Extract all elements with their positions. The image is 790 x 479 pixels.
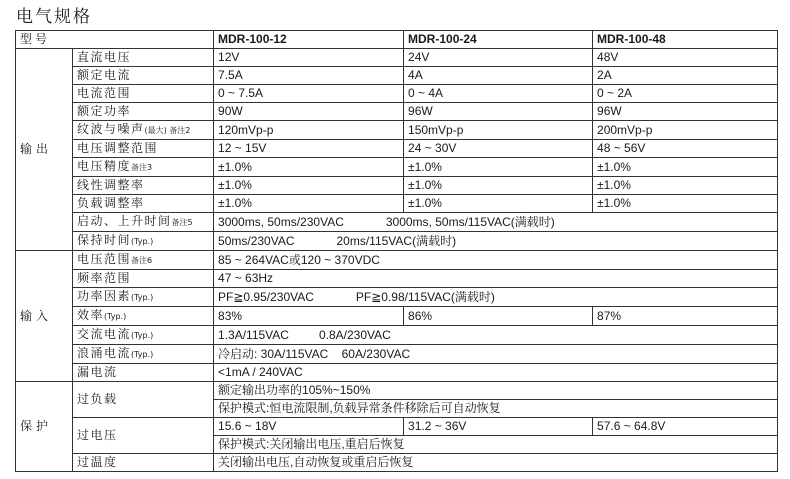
row-label: 浪涌电流(Typ.) bbox=[73, 345, 214, 364]
row-label: 线性调整率 bbox=[73, 177, 214, 195]
row-label: 电压调整范围 bbox=[73, 140, 214, 158]
row-label: 负载调整率 bbox=[73, 195, 214, 213]
header-row bbox=[16, 31, 778, 49]
cell-value: 150mVp-p bbox=[404, 121, 593, 140]
table-row bbox=[16, 418, 778, 436]
row-label: 启动、上升时间备注5 bbox=[73, 213, 214, 232]
model-label: 型号 bbox=[16, 31, 214, 49]
cell-value: 12V bbox=[214, 49, 404, 67]
row-note: (Typ.) bbox=[131, 331, 154, 340]
cell-value-span: 保护模式:关闭输出电压,重启后恢复 bbox=[214, 436, 778, 454]
table-row bbox=[16, 67, 778, 85]
row-label: 电流范围 bbox=[73, 85, 214, 103]
cell-value-span: 关闭输出电压,自动恢复或重启后恢复 bbox=[214, 454, 778, 472]
cell-value: 0 ~ 7.5A bbox=[214, 85, 404, 103]
cell-value: 86% bbox=[404, 307, 593, 326]
cell-value-span: 50ms/230VAC 20ms/115VAC(满载时) bbox=[214, 232, 778, 251]
row-note: 备注5 bbox=[171, 218, 193, 227]
cell-value: 7.5A bbox=[214, 67, 404, 85]
row-note: (Typ.) bbox=[131, 237, 154, 246]
cell-value: 4A bbox=[404, 67, 593, 85]
table-row bbox=[16, 121, 778, 140]
cell-value: ±1.0% bbox=[593, 195, 778, 213]
row-note: 备注6 bbox=[131, 256, 153, 265]
table-row bbox=[16, 213, 778, 232]
row-label: 过温度 bbox=[73, 454, 214, 472]
table-row bbox=[16, 307, 778, 326]
cell-value-span: 85 ~ 264VAC或120 ~ 370VDC bbox=[214, 251, 778, 270]
table-row bbox=[16, 454, 778, 472]
row-label: 效率(Typ.) bbox=[73, 307, 214, 326]
cell-value: 57.6 ~ 64.8V bbox=[593, 418, 778, 436]
cell-value: 48 ~ 56V bbox=[593, 140, 778, 158]
cell-value: ±1.0% bbox=[404, 195, 593, 213]
cell-value: 12 ~ 15V bbox=[214, 140, 404, 158]
cell-value: 96W bbox=[404, 103, 593, 121]
model-header: MDR-100-24 bbox=[404, 31, 593, 49]
cell-value: 24 ~ 30V bbox=[404, 140, 593, 158]
cell-value: 87% bbox=[593, 307, 778, 326]
cell-value: 0 ~ 4A bbox=[404, 85, 593, 103]
cell-value: ±1.0% bbox=[214, 177, 404, 195]
row-label: 保持时间(Typ.) bbox=[73, 232, 214, 251]
table-row bbox=[16, 103, 778, 121]
cell-value: 96W bbox=[593, 103, 778, 121]
cell-value: ±1.0% bbox=[404, 177, 593, 195]
row-label: 额定功率 bbox=[73, 103, 214, 121]
cell-value: ±1.0% bbox=[214, 195, 404, 213]
cell-value-span: <1mA / 240VAC bbox=[214, 364, 778, 382]
row-label: 漏电流 bbox=[73, 364, 214, 382]
row-label: 电压范围备注6 bbox=[73, 251, 214, 270]
cell-value-span: 冷启动: 30A/115VAC 60A/230VAC bbox=[214, 345, 778, 364]
row-label: 功率因素(Typ.) bbox=[73, 288, 214, 307]
cell-value: 83% bbox=[214, 307, 404, 326]
spec-table bbox=[15, 30, 778, 472]
row-label: 过负载 bbox=[73, 382, 214, 418]
row-note: (Typ.) bbox=[131, 350, 154, 359]
table-row bbox=[16, 158, 778, 177]
cell-value: ±1.0% bbox=[593, 158, 778, 177]
table-row bbox=[16, 326, 778, 345]
row-label: 频率范围 bbox=[73, 270, 214, 288]
cell-value: 120mVp-p bbox=[214, 121, 404, 140]
model-header: MDR-100-12 bbox=[214, 31, 404, 49]
group-output: 输出 bbox=[16, 49, 73, 251]
cell-value: 0 ~ 2A bbox=[593, 85, 778, 103]
table-row bbox=[16, 251, 778, 270]
table-row bbox=[16, 195, 778, 213]
cell-value: 31.2 ~ 36V bbox=[404, 418, 593, 436]
table-row bbox=[16, 345, 778, 364]
table-row bbox=[16, 140, 778, 158]
cell-value-span: PF≧0.95/230VAC PF≧0.98/115VAC(满载时) bbox=[214, 288, 778, 307]
cell-value-span: 1.3A/115VAC 0.8A/230VAC bbox=[214, 326, 778, 345]
row-note: (Typ.) bbox=[104, 312, 127, 321]
cell-value: ±1.0% bbox=[593, 177, 778, 195]
table-row bbox=[16, 177, 778, 195]
row-note: 备注3 bbox=[131, 163, 153, 172]
cell-value: 15.6 ~ 18V bbox=[214, 418, 404, 436]
table-row bbox=[16, 49, 778, 67]
row-label: 额定电流 bbox=[73, 67, 214, 85]
table-row bbox=[16, 85, 778, 103]
cell-value-span: 额定输出功率的105%~150% bbox=[214, 382, 778, 400]
table-row bbox=[16, 364, 778, 382]
cell-value: ±1.0% bbox=[404, 158, 593, 177]
table-row bbox=[16, 382, 778, 400]
cell-value-span: 47 ~ 63Hz bbox=[214, 270, 778, 288]
row-label: 过电压 bbox=[73, 418, 214, 454]
cell-value: ±1.0% bbox=[214, 158, 404, 177]
row-note: (最大) 备注2 bbox=[144, 126, 191, 135]
model-header: MDR-100-48 bbox=[593, 31, 778, 49]
row-label: 电压精度备注3 bbox=[73, 158, 214, 177]
row-label: 纹波与噪声(最大) 备注2 bbox=[73, 121, 214, 140]
row-label: 直流电压 bbox=[73, 49, 214, 67]
cell-value: 90W bbox=[214, 103, 404, 121]
row-label: 交流电流(Typ.) bbox=[73, 326, 214, 345]
group-protection: 保护 bbox=[16, 382, 73, 472]
cell-value: 24V bbox=[404, 49, 593, 67]
cell-value: 48V bbox=[593, 49, 778, 67]
table-row bbox=[16, 270, 778, 288]
table-row bbox=[16, 288, 778, 307]
cell-value: 200mVp-p bbox=[593, 121, 778, 140]
table-row bbox=[16, 232, 778, 251]
page-title: 电气规格 bbox=[16, 7, 92, 27]
group-input: 输入 bbox=[16, 251, 73, 382]
cell-value: 2A bbox=[593, 67, 778, 85]
row-note: (Typ.) bbox=[131, 293, 154, 302]
cell-value-span: 保护模式:恒电流限制,负载异常条件移除后可自动恢复 bbox=[214, 400, 778, 418]
cell-value-span: 3000ms, 50ms/230VAC 3000ms, 50ms/115VAC(满载时) bbox=[214, 213, 778, 232]
